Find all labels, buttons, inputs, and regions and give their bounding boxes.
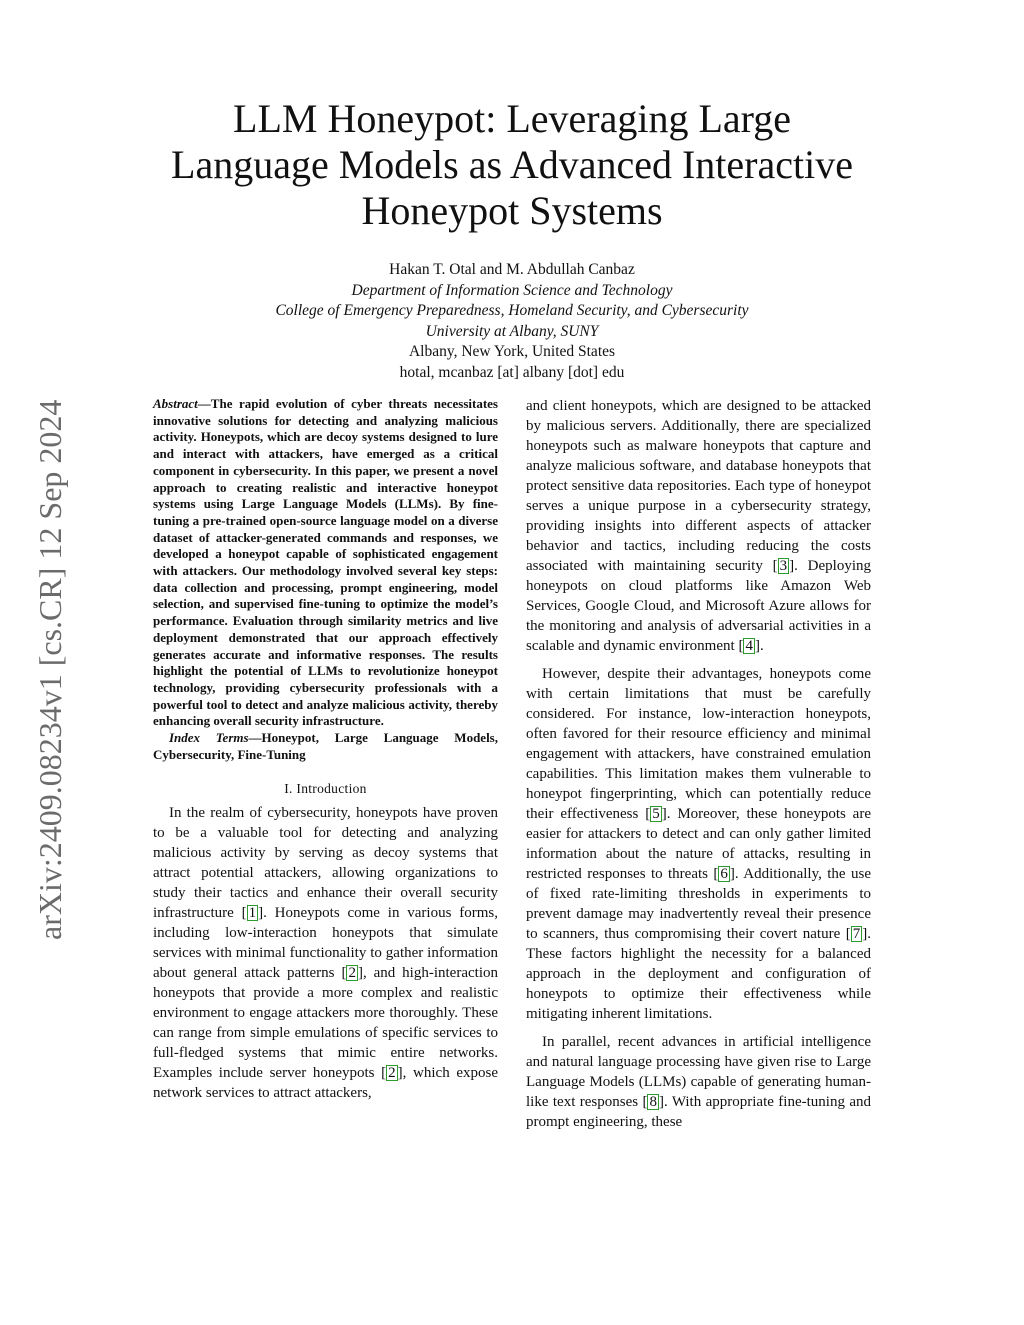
paragraph-text: . With appropriate fine-tuning and prompt engineering, these	[526, 1094, 871, 1130]
author-university: University at Albany, SUNY	[425, 322, 599, 340]
paragraph-text: . Honeypots come in various forms, including low-interaction honeypots that simulate services with minimal functionality to gather information about general attack patterns	[153, 905, 498, 982]
title-line: Honeypot Systems	[361, 188, 663, 233]
index-terms	[153, 730, 498, 763]
paragraph-text: , which expose network services to attract attackers,	[153, 1065, 499, 1102]
abstract	[153, 396, 498, 730]
section-heading-introduction: I. Introduction	[284, 781, 367, 797]
title-line: Language Models as Advanced Interactive	[171, 142, 853, 187]
intro-paragraph-2: However, despite their advantages, honeypots come with certain limitations that must be carefully considered. For instance, low-interaction honeypots, often favored for their resource efficiency and minimal engagement with attackers, have constrained emulation capabilities. This limitation makes them vulnerable to honeypot fingerprinting, which can potentially reduce their effectiveness [ 5 ]. Moreover, these honeypots are easier for attackers to detect and can only gather limited information about the nature of attacks, resulting in restricted responses to threats [ 6 ]. Additionally, the use of fixed rate-limiting thresholds in experiments to prevent damage may inadvertently reveal their presence to scanners, thus compromising their covert nature [ 7 ]. These factors highlight the necessity for a balanced approach in the deployment and configuration of honeypots to optimize their effectiveness while mitigating inherent limitations.	[526, 666, 871, 1022]
intro-paragraph-1-continued: and client honeypots, which are designed to be attacked by malicious servers. Additionally, there are specialized honeypots such as malware honeypots that capture and analyze malicious software, and database honeypots that protect sensitive data repositories. Each type of honeypot serves a unique purpose in a cybersecurity strategy, providing insights into different aspects of attacker behavior and tactics, including reducing the costs associated with maintaining security [ 3 ]. Deploying honeypots on cloud platforms like Amazon Web Services, Google Cloud, and Microsoft Azure allows for the monitoring and analysis of adversarial activities in a scalable and dynamic environment [ 4 ].	[526, 398, 871, 654]
author-college: College of Emergency Preparedness, Homeland Security, and Cybersecurity	[275, 302, 749, 319]
citation-link[interactable]: 6	[720, 866, 728, 882]
paper-title	[150, 96, 874, 234]
abstract-text: —The rapid evolution of cyber threats necessitates innovative solutions for detecting and analyzing malicious activity. Honeypots, which are decoy systems designed to lure and interact with attackers, have emerged as a critical component in cybersecurity. In this paper, we present a novel approach to creating realistic and interactive honeypot systems using Large Language Models (LLMs). By fine-tuning a pre-trained open-source language model on a diverse dataset of attacker-generated commands and responses, we developed a honeypot capable of sophisticated engagement with attackers. Our methodology involved several key steps: data collection and processing, prompt engineering, model selection, and supervised fine-tuning to optimize the model’s performance. Evaluation through similarity metrics and live deployment demonstrated that our approach effectively generates accurate and informative responses. The results highlight the potential of LLMs to revolutionize honeypot technology, providing cybersecurity professionals with a powerful tool to detect and analyze malicious activity, thereby enhancing overall security infrastructure.	[153, 396, 498, 729]
author-department: Department of Information Science and Technology	[351, 281, 673, 299]
paragraph-text: In the realm of cybersecurity, honeypots have proven to be a valuable tool for detecting and analyzing malicious activity by serving as decoy systems that attract potential attackers, allowing organizations to study their tactics and enhance their overall security infrastructure	[153, 805, 498, 922]
author-location: Albany, New York, United States	[408, 343, 616, 360]
citation-link[interactable]: 2	[348, 965, 356, 982]
abstract-label: Abstract	[153, 396, 198, 411]
intro-paragraph-3: In parallel, recent advances in artificial intelligence and natural language processing have given rise to Large Language Models (LLMs) capable of generating human-like text responses [ 8 ]. With appropriate fine-tuning and prompt engineering, these	[526, 1034, 871, 1130]
left-column	[153, 396, 498, 1103]
paragraph-text: . Additionally, the use of fixed rate-limiting thresholds in experiments to prevent damage may inadvertently reveal their presence to scanners, thus compromising their covert nature	[526, 866, 871, 942]
paragraph-text: . Deploying honeypots on cloud platforms like Amazon Web Services, Google Cloud, and Microsoft Azure allows for the monitoring and analysis of adversarial activities in a scalable and dynamic environment	[526, 558, 871, 654]
citation-link[interactable]: 1	[248, 905, 257, 922]
arxiv-identifier: arXiv:2409.08234v1 [cs.CR] 12 Sep 2024	[32, 399, 68, 940]
title-line: LLM Honeypot: Leveraging Large	[233, 96, 791, 141]
citation-link[interactable]: 4	[745, 638, 753, 654]
intro-paragraph-1: In the realm of cybersecurity, honeypots have proven to be a valuable tool for detecting and analyzing malicious activity by serving as decoy systems that attract potential attackers, allowing organizations to study their tactics and enhance their overall security infrastructure [ 1 ]. Honeypots come in various forms, including low-interaction honeypots that simulate services with minimal functionality to gather information about general attack patterns [ 2 ], and high-interaction honeypots that provide a more complex and realistic environment to engage attackers more thoroughly. These can range from simple emulations of specific services to full-fledged systems that mimic entire networks. Examples include server honeypots [ 2 ], which expose network services to attract attackers,	[153, 805, 499, 1102]
paragraph-text: , and high-interaction honeypots that provide a more complex and realistic environment to engage attackers more thoroughly. These can range from simple emulations of specific services to full-fledged systems that mimic entire networks. Examples include server honeypots	[153, 965, 498, 1082]
paragraph-text: and client honeypots, which are designed to be attacked by malicious servers. Additionally, there are specialized honeypots such as malware honeypots that capture and analyze malicious software, and database honeypots that protect sensitive data repositories. Each type of honeypot serves a unique purpose in a cybersecurity strategy, providing insights into different aspects of attacker behavior and tactics, including reducing the costs associated with maintaining security	[526, 398, 871, 574]
paragraph-text: However, despite their advantages, honeypots come with certain limitations that must be carefully considered. For instance, low-interaction honeypots, often favored for their resource efficiency and minimal engagement with attackers, have constrained emulation capabilities. This limitation makes them vulnerable to honeypot fingerprinting, which can potentially reduce their effectiveness	[526, 666, 871, 822]
citation-link[interactable]: 5	[652, 806, 660, 822]
paragraph-text: . These factors highlight the necessity for a balanced approach in the deployment and configuration of honeypots to optimize their effectiveness while mitigating inherent limitations.	[526, 926, 871, 1022]
author-names: Hakan T. Otal and M. Abdullah Canbaz	[389, 261, 635, 278]
index-terms-label: Index Terms	[169, 730, 249, 746]
citation-link[interactable]: 8	[649, 1094, 657, 1110]
index-terms-text: —Honeypot, Large Language Models, Cybersecurity, Fine-Tuning	[153, 730, 498, 762]
paragraph-text: In parallel, recent advances in artificial intelligence and natural language processing have given rise to Large Language Models (LLMs) capable of generating human-like text responses	[526, 1034, 871, 1110]
citation-link[interactable]: 3	[779, 558, 788, 574]
citation-link[interactable]: 2	[388, 1065, 396, 1082]
author-email: hotal, mcanbaz [at] albany [dot] edu	[399, 363, 625, 381]
citation-link[interactable]: 7	[852, 926, 861, 942]
paragraph-text: .	[759, 638, 764, 654]
paragraph-text: . Moreover, these honeypots are easier for attackers to detect and can only gather limited information about the nature of attacks, resulting in restricted responses to threats	[526, 806, 871, 882]
right-column	[526, 396, 871, 1132]
author-block	[150, 260, 874, 383]
